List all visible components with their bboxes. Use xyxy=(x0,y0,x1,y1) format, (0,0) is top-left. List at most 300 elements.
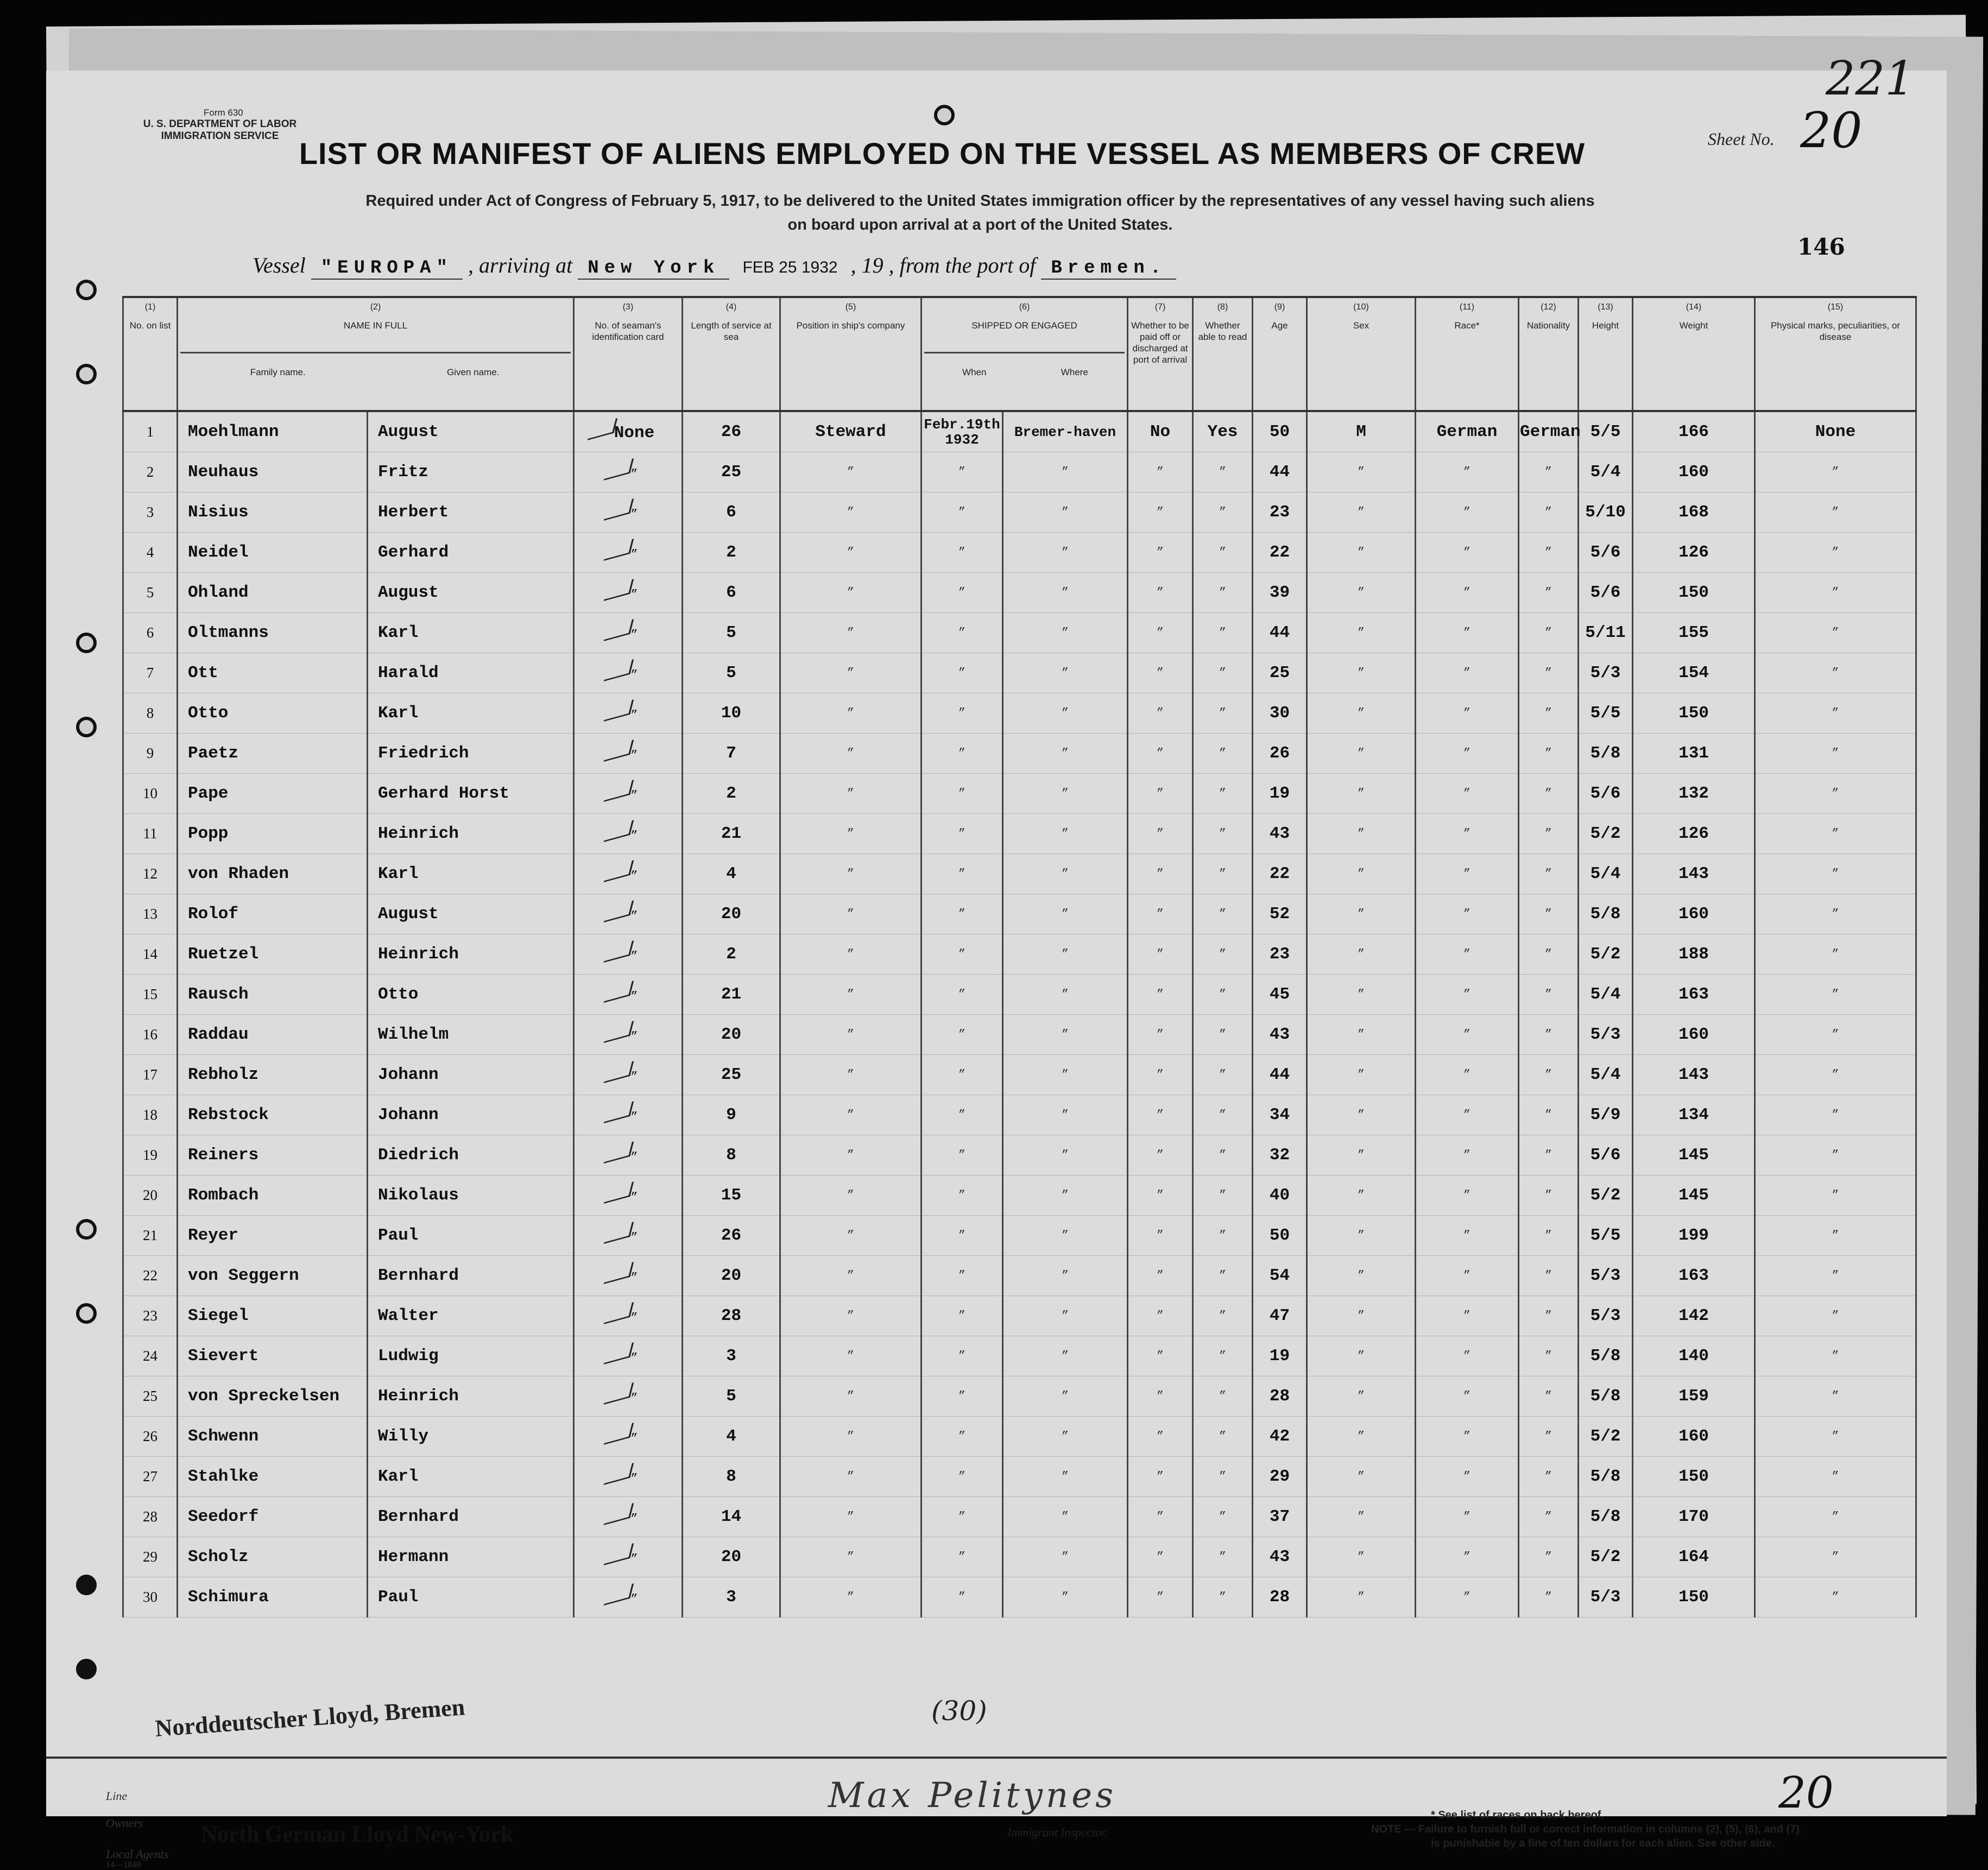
checkmark-icon xyxy=(604,1141,634,1164)
inspector-signature: Max Pelitynes xyxy=(828,1776,1116,1816)
cell-paid-off xyxy=(1128,934,1193,975)
ditto-mark: ” xyxy=(630,709,638,722)
cell-id-card xyxy=(574,693,683,734)
cell-nationality xyxy=(1519,452,1579,492)
cell-position xyxy=(780,934,922,975)
col-number: (8) xyxy=(1193,297,1253,317)
checkmark-icon xyxy=(604,1222,634,1244)
note-line-2: is punishable by a fine of ten dollars for each alien. See other side. xyxy=(1431,1837,1775,1849)
cell-able-read xyxy=(1193,1176,1253,1216)
cell-age: 43 xyxy=(1253,1015,1307,1055)
service-name: IMMIGRATION SERVICE xyxy=(161,130,279,142)
cell-physical xyxy=(1755,1135,1916,1176)
cell-sex xyxy=(1307,1296,1416,1336)
year-label: , 19 xyxy=(850,253,883,277)
cell-row-number: 5 xyxy=(123,573,178,613)
cell-where xyxy=(1003,1577,1128,1618)
cell-family-name: Ott xyxy=(178,653,368,693)
owners-label: Owners xyxy=(106,1816,143,1830)
cell-when xyxy=(922,1537,1003,1577)
cell-able-read xyxy=(1193,734,1253,774)
ditto-mark: ” xyxy=(630,990,638,1003)
cell-paid-off xyxy=(1128,975,1193,1015)
cell-position xyxy=(780,1577,922,1618)
cell-race xyxy=(1416,1497,1519,1537)
cell-sex xyxy=(1307,774,1416,814)
cell-position xyxy=(780,1537,922,1577)
cell-race xyxy=(1416,894,1519,934)
cell-weight: 126 xyxy=(1633,533,1755,573)
checkmark-icon xyxy=(604,1342,634,1364)
cell-id-card xyxy=(574,1376,683,1417)
cell-paid-off xyxy=(1128,894,1193,934)
table-row xyxy=(123,492,1916,533)
cell-physical xyxy=(1755,573,1916,613)
cell-when xyxy=(922,1015,1003,1055)
cell-physical xyxy=(1755,452,1916,492)
stamp-number: 146 xyxy=(1797,233,1845,260)
cell-given-name: Heinrich xyxy=(368,934,574,975)
cell-height: 5/6 xyxy=(1579,533,1633,573)
cell-nationality xyxy=(1519,492,1579,533)
checkmark-icon xyxy=(604,498,634,521)
cell-able-read xyxy=(1193,854,1253,894)
cell-given-name: Karl xyxy=(368,693,574,734)
cell-sex xyxy=(1307,1015,1416,1055)
col-number: (2) xyxy=(178,297,574,317)
cell-length-service: 8 xyxy=(683,1457,780,1497)
arrival-port: New York xyxy=(578,258,729,280)
cell-height: 5/2 xyxy=(1579,814,1633,854)
cell-when xyxy=(922,693,1003,734)
cell-age: 34 xyxy=(1253,1095,1307,1135)
table-row xyxy=(123,613,1916,653)
cell-weight: 150 xyxy=(1633,573,1755,613)
table-row xyxy=(123,814,1916,854)
cell-where xyxy=(1003,533,1128,573)
cell-where xyxy=(1003,894,1128,934)
ditto-mark: ” xyxy=(630,789,638,803)
cell-age: 32 xyxy=(1253,1135,1307,1176)
binder-hole-icon xyxy=(76,280,97,300)
cell-height: 5/9 xyxy=(1579,1095,1633,1135)
cell-given-name: Otto xyxy=(368,975,574,1015)
subtitle-line-1: Required under Act of Congress of February 5, 1917, to be delivered to the United States immigration officer by the representatives of any vessel having such aliens xyxy=(365,192,1595,210)
cell-when xyxy=(922,894,1003,934)
cell-age: 19 xyxy=(1253,1336,1307,1376)
cell-weight: 150 xyxy=(1633,1577,1755,1618)
cell-where xyxy=(1003,573,1128,613)
crew-rows xyxy=(123,411,1916,1618)
cell-where xyxy=(1003,1256,1128,1296)
cell-height: 5/8 xyxy=(1579,1497,1633,1537)
cell-when xyxy=(922,1055,1003,1095)
cell-given-name: Herbert xyxy=(368,492,574,533)
cell-nationality xyxy=(1519,1376,1579,1417)
cell-row-number: 1 xyxy=(123,411,178,452)
checkmark-icon xyxy=(604,780,634,802)
cell-row-number: 4 xyxy=(123,533,178,573)
cell-when xyxy=(922,774,1003,814)
cell-sex xyxy=(1307,653,1416,693)
cell-row-number: 20 xyxy=(123,1176,178,1216)
ditto-mark: ” xyxy=(630,508,638,521)
cell-physical xyxy=(1755,1296,1916,1336)
cell-able-read xyxy=(1193,1336,1253,1376)
cell-when xyxy=(922,1577,1003,1618)
cell-when xyxy=(922,934,1003,975)
cell-row-number: 21 xyxy=(123,1216,178,1256)
cell-when xyxy=(922,1376,1003,1417)
cell-sex xyxy=(1307,1497,1416,1537)
cell-age: 30 xyxy=(1253,693,1307,734)
cell-height: 5/5 xyxy=(1579,1216,1633,1256)
cell-height: 5/3 xyxy=(1579,1256,1633,1296)
cell-race xyxy=(1416,452,1519,492)
cell-paid-off xyxy=(1128,774,1193,814)
cell-age: 52 xyxy=(1253,894,1307,934)
cell-position xyxy=(780,1376,922,1417)
cell-able-read xyxy=(1193,573,1253,613)
cell-paid-off xyxy=(1128,1376,1193,1417)
checkmark-icon xyxy=(604,659,634,681)
table-row xyxy=(123,653,1916,693)
table-row xyxy=(123,1417,1916,1457)
cell-when xyxy=(922,613,1003,653)
cell-sex xyxy=(1307,1376,1416,1417)
shipped-subheaders xyxy=(924,352,1125,378)
cell-length-service: 21 xyxy=(683,975,780,1015)
cell-row-number: 24 xyxy=(123,1336,178,1376)
ditto-mark: ” xyxy=(630,1191,638,1204)
table-row xyxy=(123,734,1916,774)
cell-race xyxy=(1416,1296,1519,1336)
cell-paid-off xyxy=(1128,1577,1193,1618)
cell-row-number: 15 xyxy=(123,975,178,1015)
cell-position xyxy=(780,854,922,894)
cell-race xyxy=(1416,1457,1519,1497)
vessel-line xyxy=(253,252,1176,279)
cell-nationality xyxy=(1519,1577,1579,1618)
cell-sex xyxy=(1307,1176,1416,1216)
cell-position xyxy=(780,1216,922,1256)
cell-length-service: 20 xyxy=(683,1256,780,1296)
cell-age: 44 xyxy=(1253,613,1307,653)
ditto-mark: ” xyxy=(630,548,638,561)
cell-age: 22 xyxy=(1253,854,1307,894)
cell-row-number: 7 xyxy=(123,653,178,693)
cell-id-card xyxy=(574,1336,683,1376)
cell-able-read xyxy=(1193,1296,1253,1336)
cell-height: 5/4 xyxy=(1579,452,1633,492)
ditto-mark: ” xyxy=(630,829,638,843)
cell-sex xyxy=(1307,573,1416,613)
cell-family-name: Scholz xyxy=(178,1537,368,1577)
cell-position xyxy=(780,894,922,934)
cell-nationality xyxy=(1519,693,1579,734)
cell-when xyxy=(922,533,1003,573)
cell-nationality xyxy=(1519,1256,1579,1296)
header-paid-off: Whether to be paid off or discharged at port of arrival xyxy=(1128,317,1193,411)
cell-row-number: 27 xyxy=(123,1457,178,1497)
cell-given-name: Bernhard xyxy=(368,1497,574,1537)
col-number: (10) xyxy=(1307,297,1416,317)
cell-when xyxy=(922,1176,1003,1216)
cell-race xyxy=(1416,492,1519,533)
cell-weight: 163 xyxy=(1633,975,1755,1015)
cell-position xyxy=(780,693,922,734)
cell-able-read xyxy=(1193,774,1253,814)
cell-length-service: 10 xyxy=(683,693,780,734)
checkmark-icon xyxy=(604,940,634,963)
cell-nationality xyxy=(1519,1176,1579,1216)
cell-able-read xyxy=(1193,1577,1253,1618)
cell-length-service: 3 xyxy=(683,1336,780,1376)
cell-family-name: von Spreckelsen xyxy=(178,1376,368,1417)
cell-when xyxy=(922,452,1003,492)
cell-id-card xyxy=(574,814,683,854)
cell-position xyxy=(780,774,922,814)
given-name-label: Given name. xyxy=(447,367,500,377)
cell-length-service: 2 xyxy=(683,934,780,975)
cell-weight: 145 xyxy=(1633,1176,1755,1216)
cell-when: Febr.19th 1932 xyxy=(922,411,1003,452)
cell-height: 5/3 xyxy=(1579,1296,1633,1336)
cell-nationality xyxy=(1519,613,1579,653)
cell-family-name: Seedorf xyxy=(178,1497,368,1537)
cell-given-name: Hermann xyxy=(368,1537,574,1577)
cell-weight: 150 xyxy=(1633,693,1755,734)
cell-sex xyxy=(1307,452,1416,492)
cell-given-name: Paul xyxy=(368,1577,574,1618)
cell-length-service: 26 xyxy=(683,411,780,452)
cell-height: 5/6 xyxy=(1579,573,1633,613)
cell-paid-off xyxy=(1128,1296,1193,1336)
col-number: (9) xyxy=(1253,297,1307,317)
cell-sex xyxy=(1307,1256,1416,1296)
cell-position xyxy=(780,814,922,854)
cell-age: 29 xyxy=(1253,1457,1307,1497)
cell-row-number: 30 xyxy=(123,1577,178,1618)
cell-family-name: Rausch xyxy=(178,975,368,1015)
cell-family-name: Reiners xyxy=(178,1135,368,1176)
cell-able-read xyxy=(1193,693,1253,734)
cell-physical xyxy=(1755,492,1916,533)
cell-row-number: 26 xyxy=(123,1417,178,1457)
cell-when xyxy=(922,653,1003,693)
cell-able-read xyxy=(1193,1457,1253,1497)
cell-where xyxy=(1003,653,1128,693)
cell-id-card xyxy=(574,1537,683,1577)
cell-position xyxy=(780,533,922,573)
cell-position xyxy=(780,1135,922,1176)
ditto-mark: ” xyxy=(630,1231,638,1244)
cell-position xyxy=(780,1296,922,1336)
binder-hole-icon xyxy=(76,1303,97,1324)
cell-sex xyxy=(1307,492,1416,533)
cell-length-service: 6 xyxy=(683,492,780,533)
cell-nationality xyxy=(1519,1537,1579,1577)
cell-sex xyxy=(1307,975,1416,1015)
cell-able-read xyxy=(1193,1216,1253,1256)
cell-age: 45 xyxy=(1253,975,1307,1015)
cell-physical xyxy=(1755,1417,1916,1457)
cell-paid-off xyxy=(1128,492,1193,533)
cell-position xyxy=(780,1336,922,1376)
cell-given-name: Ludwig xyxy=(368,1336,574,1376)
cell-physical xyxy=(1755,1095,1916,1135)
cell-where xyxy=(1003,1055,1128,1095)
ditto-mark: ” xyxy=(630,749,638,762)
checkmark-icon xyxy=(604,820,634,842)
vessel-label: Vessel xyxy=(253,253,306,277)
cell-nationality xyxy=(1519,774,1579,814)
col-number: (1) xyxy=(123,297,178,317)
binder-hole-icon xyxy=(76,633,97,653)
cell-row-number: 25 xyxy=(123,1376,178,1417)
agents-label: Local Agents xyxy=(106,1847,169,1861)
cell-paid-off xyxy=(1128,1336,1193,1376)
cell-family-name: Paetz xyxy=(178,734,368,774)
cell-weight: 154 xyxy=(1633,653,1755,693)
cell-able-read xyxy=(1193,452,1253,492)
cell-physical xyxy=(1755,613,1916,653)
cell-where xyxy=(1003,934,1128,975)
checkmark-icon xyxy=(604,1262,634,1284)
checkmark-icon xyxy=(604,458,634,481)
cell-age: 50 xyxy=(1253,1216,1307,1256)
family-name-label: Family name. xyxy=(250,367,306,377)
checkmark-icon xyxy=(604,981,634,1003)
ditto-mark: ” xyxy=(630,1351,638,1365)
cell-id-card xyxy=(574,734,683,774)
table-row xyxy=(123,1376,1916,1417)
cell-row-number: 29 xyxy=(123,1537,178,1577)
cell-position xyxy=(780,1176,922,1216)
cell-id-card xyxy=(574,1176,683,1216)
table-row xyxy=(123,774,1916,814)
cell-length-service: 20 xyxy=(683,1015,780,1055)
cell-weight: 159 xyxy=(1633,1376,1755,1417)
table-row xyxy=(123,1296,1916,1336)
cell-nationality xyxy=(1519,573,1579,613)
cell-able-read xyxy=(1193,533,1253,573)
cell-race xyxy=(1416,533,1519,573)
name-subheaders xyxy=(180,352,571,378)
col-number: (6) xyxy=(922,297,1128,317)
cell-physical xyxy=(1755,653,1916,693)
cell-paid-off xyxy=(1128,814,1193,854)
table-row xyxy=(123,1176,1916,1216)
cell-id-card xyxy=(574,1216,683,1256)
cell-race xyxy=(1416,613,1519,653)
cell-family-name: Sievert xyxy=(178,1336,368,1376)
ditto-mark: ” xyxy=(630,1030,638,1044)
ditto-mark: ” xyxy=(630,588,638,602)
cell-length-service: 6 xyxy=(683,573,780,613)
table-row xyxy=(123,693,1916,734)
cell-given-name: Heinrich xyxy=(368,814,574,854)
ditto-mark: ” xyxy=(630,1593,638,1606)
table-row xyxy=(123,934,1916,975)
cell-where xyxy=(1003,734,1128,774)
cell-when xyxy=(922,1216,1003,1256)
cell-physical: None xyxy=(1755,411,1916,452)
cell-row-number: 28 xyxy=(123,1497,178,1537)
header-nationality: Nationality xyxy=(1519,317,1579,411)
cell-given-name: Johann xyxy=(368,1055,574,1095)
header-name-in-full xyxy=(178,317,574,411)
origin-port: Bremen. xyxy=(1041,258,1176,280)
cell-able-read xyxy=(1193,653,1253,693)
checkmark-icon xyxy=(604,900,634,923)
cell-family-name: Ruetzel xyxy=(178,934,368,975)
cell-age: 50 xyxy=(1253,411,1307,452)
cell-height: 5/6 xyxy=(1579,774,1633,814)
cell-age: 28 xyxy=(1253,1577,1307,1618)
checkmark-icon xyxy=(604,619,634,641)
cell-length-service: 15 xyxy=(683,1176,780,1216)
cell-family-name: Rebholz xyxy=(178,1055,368,1095)
cell-weight: 143 xyxy=(1633,854,1755,894)
checkmark-icon xyxy=(604,579,634,601)
table-row xyxy=(123,452,1916,492)
cell-id-card xyxy=(574,1015,683,1055)
table-row xyxy=(123,1577,1916,1618)
cell-family-name: Neuhaus xyxy=(178,452,368,492)
cell-physical xyxy=(1755,854,1916,894)
cell-length-service: 3 xyxy=(683,1577,780,1618)
ditto-mark: ” xyxy=(630,1512,638,1526)
arriving-label: , arriving at xyxy=(468,253,573,277)
cell-row-number: 16 xyxy=(123,1015,178,1055)
cell-length-service: 9 xyxy=(683,1095,780,1135)
cell-position xyxy=(780,1055,922,1095)
cell-race xyxy=(1416,1015,1519,1055)
checkmark-icon xyxy=(604,1382,634,1405)
cell-where xyxy=(1003,1376,1128,1417)
column-header-row xyxy=(123,317,1916,411)
cell-length-service: 21 xyxy=(683,814,780,854)
cell-position xyxy=(780,975,922,1015)
ditto-mark: ” xyxy=(630,628,638,642)
cell-physical xyxy=(1755,1176,1916,1216)
checkmark-icon xyxy=(604,860,634,882)
cell-able-read xyxy=(1193,613,1253,653)
cell-sex: M xyxy=(1307,411,1416,452)
cell-id-card xyxy=(574,1256,683,1296)
ditto-mark: ” xyxy=(630,1311,638,1325)
cell-length-service: 4 xyxy=(683,1417,780,1457)
header-weight: Weight xyxy=(1633,317,1755,411)
cell-physical xyxy=(1755,1577,1916,1618)
cell-where xyxy=(1003,854,1128,894)
ditto-mark: ” xyxy=(630,468,638,481)
cell-physical xyxy=(1755,1336,1916,1376)
cell-when xyxy=(922,1457,1003,1497)
cell-race xyxy=(1416,1376,1519,1417)
cell-row-number: 9 xyxy=(123,734,178,774)
ditto-mark: ” xyxy=(630,1432,638,1445)
cell-given-name: Willy xyxy=(368,1417,574,1457)
cell-height: 5/8 xyxy=(1579,1336,1633,1376)
cell-sex xyxy=(1307,894,1416,934)
cell-physical xyxy=(1755,1497,1916,1537)
cell-weight: 168 xyxy=(1633,492,1755,533)
cell-where xyxy=(1003,774,1128,814)
cell-when xyxy=(922,1135,1003,1176)
cell-nationality xyxy=(1519,734,1579,774)
